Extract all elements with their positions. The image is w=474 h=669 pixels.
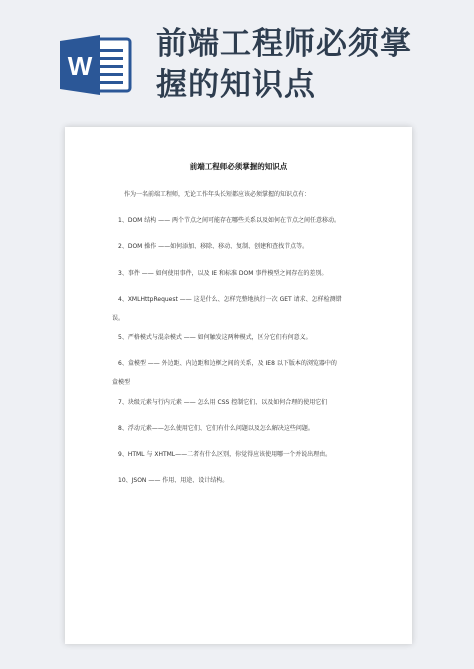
- list-item-line: 1、DOM 结构 —— 两个节点之间可能存在哪些关系以及如何在节点之间任意移动。: [118, 217, 341, 224]
- banner: [0, 0, 474, 128]
- document-page: [65, 127, 412, 644]
- list-item-line: 2、DOM 操作 ——如何添加、移除、移动、复制、创建和查找节点等。: [118, 243, 309, 250]
- list-item: [118, 393, 362, 412]
- list-item: [118, 445, 362, 464]
- list-item: [112, 290, 362, 328]
- list-item-line: 8、浮动元素——怎么使用它们、它们有什么问题以及怎么解决这些问题。: [118, 425, 314, 432]
- list-item: [118, 328, 362, 347]
- list-item-line: 6、盒模型 —— 外边距、内边距和边框之间的关系，及 IE8 以下版本的浏览器中的: [118, 360, 337, 367]
- list-item-line: 9、HTML 与 XHTML——二者有什么区别，你觉得应该使用哪一个并说出理由。: [118, 451, 332, 458]
- banner-title: [156, 24, 456, 106]
- list-item-line: 5、严格模式与混杂模式 —— 如何触发这两种模式，区分它们有何意义。: [118, 334, 312, 341]
- list-item: [118, 419, 362, 438]
- list-item: [118, 211, 362, 230]
- list-item-line: 盒模型: [112, 379, 131, 386]
- word-icon-letter: W: [67, 51, 93, 81]
- list-item-line: 7、块级元素与行内元素 —— 怎么用 CSS 控制它们、以及如何合理的使用它们: [118, 399, 328, 406]
- document-intro: 作为一名前端工程师，无论工作年头长短都应该必须掌握的知识点有：: [124, 191, 311, 198]
- word-app-icon: [60, 33, 132, 97]
- list-item: [118, 471, 362, 490]
- list-item-line: 3、事件 —— 如何使用事件，以及 IE 和标准 DOM 事件模型之间存在的差别。: [118, 270, 328, 277]
- list-item-line: 10、JSON —— 作用、用途、设计结构。: [118, 477, 229, 484]
- banner-title-line-1: 前端工程师必须掌: [156, 26, 412, 62]
- list-item: [118, 264, 362, 283]
- list-item-line: 4、XMLHttpRequest —— 这是什么、怎样完整地执行一次 GET 请求、怎样检测错: [118, 296, 342, 303]
- list-item-line: 误。: [112, 315, 125, 322]
- list-item: [118, 237, 362, 256]
- document-title: 前端工程师必须掌握的知识点: [189, 162, 288, 171]
- list-item: [112, 354, 362, 392]
- banner-title-line-2: 握的知识点: [156, 67, 316, 103]
